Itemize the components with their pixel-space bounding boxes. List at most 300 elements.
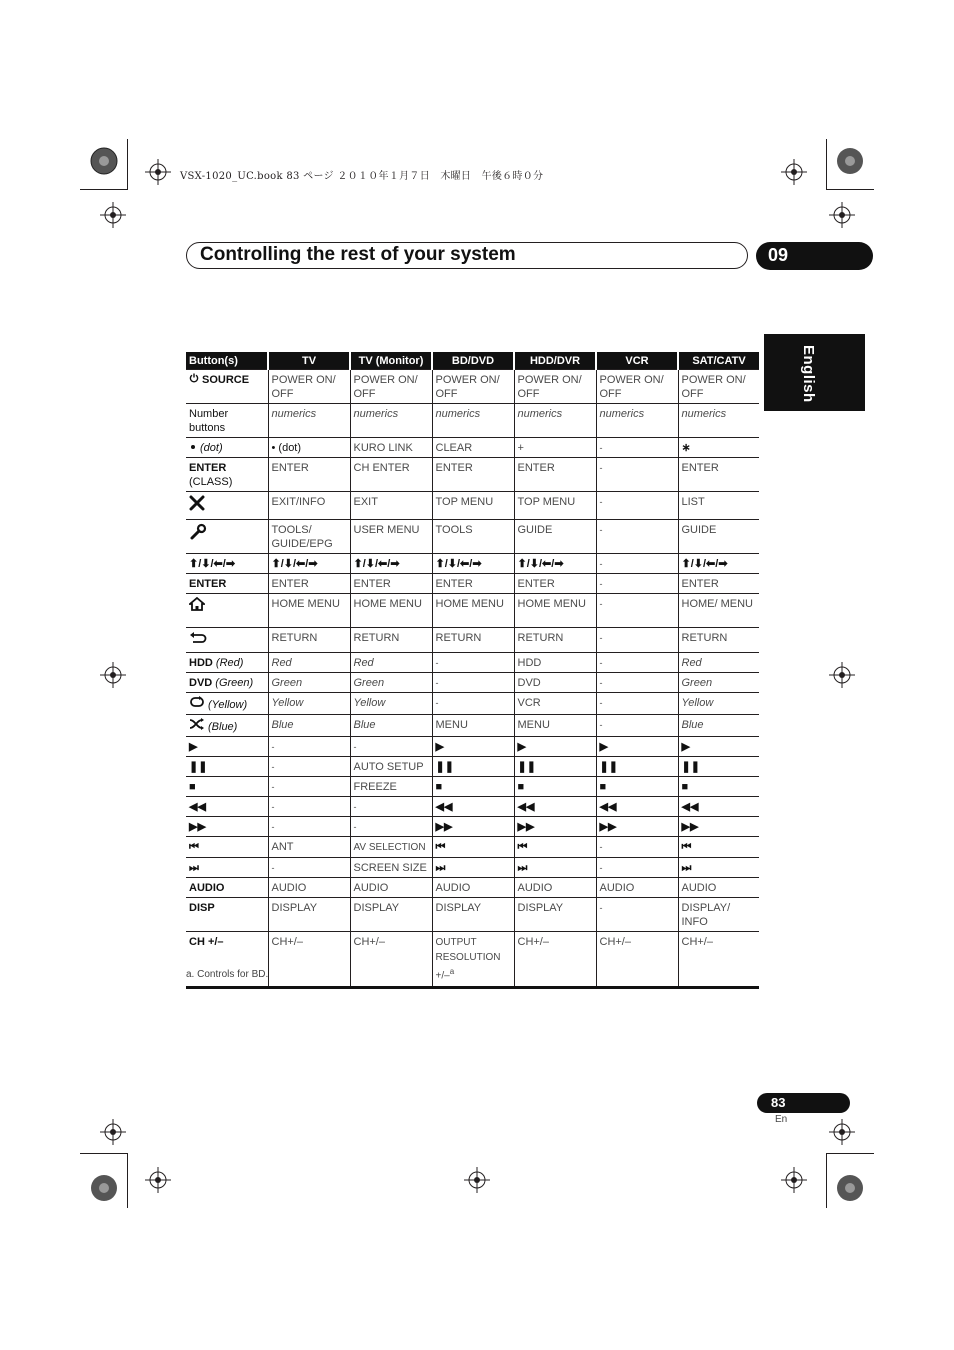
value-cell — [678, 932, 759, 988]
cell-text: ENTER — [435, 462, 473, 474]
cell-text: VCR — [517, 697, 541, 709]
value-cell — [596, 898, 678, 932]
button-name: DISP — [189, 902, 215, 914]
value-cell — [514, 628, 596, 653]
value-cell — [678, 438, 759, 458]
starburst-icon — [836, 147, 864, 175]
value-cell — [268, 574, 350, 594]
table-row — [186, 878, 759, 898]
value-cell — [514, 693, 596, 715]
cell-text: RETURN — [681, 632, 728, 644]
cell-text: ⬆/⬇/⬅/➡ — [271, 558, 318, 570]
value-cell — [596, 693, 678, 715]
shuffle-icon — [189, 721, 205, 733]
value-cell — [596, 594, 678, 628]
column-header: TV — [268, 352, 350, 370]
button-note: Number buttons — [189, 408, 229, 434]
cell-text: numerics — [517, 408, 563, 420]
value-cell — [514, 458, 596, 492]
table-row — [186, 837, 759, 858]
cell-text: Blue — [681, 719, 704, 731]
cell-text: ∗ — [681, 442, 691, 454]
cell-text: Green — [271, 677, 303, 689]
button-name: ❚❚ — [189, 761, 208, 773]
table-row — [186, 438, 759, 458]
value-cell — [514, 932, 596, 988]
value-cell — [514, 574, 596, 594]
cell-text: - — [271, 822, 275, 832]
cell-text: ■ — [435, 781, 443, 793]
value-cell — [432, 404, 514, 438]
column-header: HDD/DVR — [514, 352, 596, 370]
value-cell — [350, 492, 432, 520]
cell-text: SCREEN SIZE — [353, 862, 427, 874]
cell-text: Green — [353, 677, 385, 689]
registration-mark-icon — [100, 662, 126, 688]
table-row — [186, 715, 759, 737]
value-cell — [268, 653, 350, 673]
cell-text: AUDIO — [517, 882, 553, 894]
value-cell — [678, 898, 759, 932]
value-cell — [432, 594, 514, 628]
value-cell — [432, 932, 514, 988]
cell-text: POWER ON/ OFF — [353, 374, 418, 400]
registration-mark-icon — [100, 202, 126, 228]
button-cell — [186, 797, 268, 817]
cell-text: HOME MENU — [517, 598, 586, 610]
cell-text: USER MENU — [353, 524, 420, 536]
value-cell — [596, 492, 678, 520]
value-cell — [678, 693, 759, 715]
print-slug: VSX-1020_UC.book 83 ページ ２０１０年１月７日 木曜日 午後６時０分 — [180, 171, 544, 182]
cell-text: ENTER — [681, 578, 719, 590]
value-cell — [268, 492, 350, 520]
value-cell — [350, 628, 432, 653]
value-cell — [678, 574, 759, 594]
cell-text: ▶▶ — [681, 821, 699, 833]
value-cell — [514, 858, 596, 878]
value-cell — [350, 797, 432, 817]
value-cell — [596, 858, 678, 878]
button-name: ▶▶ — [189, 821, 206, 833]
value-cell — [268, 932, 350, 988]
value-cell — [596, 837, 678, 858]
button-name: SOURCE — [202, 374, 250, 386]
language-tab-label: English — [800, 345, 817, 403]
cell-text: ⏮ — [681, 841, 692, 853]
button-note: (dot) — [200, 442, 223, 454]
value-cell — [514, 898, 596, 932]
cell-text: DISPLAY/ INFO — [681, 902, 731, 928]
table-row — [186, 757, 759, 777]
cell-text: DISPLAY — [517, 902, 564, 914]
button-note: (Blue) — [208, 721, 238, 733]
value-cell — [514, 878, 596, 898]
button-name: ENTER — [189, 462, 227, 474]
remote-control-table — [186, 352, 759, 989]
value-cell — [432, 628, 514, 653]
button-cell — [186, 673, 268, 693]
value-cell — [350, 817, 432, 837]
cell-text: ⬆/⬇/⬅/➡ — [517, 558, 564, 570]
value-cell — [350, 404, 432, 438]
value-cell — [596, 673, 678, 693]
cell-text: Red — [681, 657, 702, 669]
table-row — [186, 574, 759, 594]
cell-text: HOME MENU — [435, 598, 504, 610]
registration-mark-icon — [781, 1167, 807, 1193]
value-cell — [268, 693, 350, 715]
value-cell — [268, 520, 350, 554]
cell-text: numerics — [271, 408, 317, 420]
button-cell — [186, 715, 268, 737]
column-header: VCR — [596, 352, 678, 370]
button-cell — [186, 458, 268, 492]
value-cell — [678, 370, 759, 404]
value-cell — [678, 492, 759, 520]
cell-text: - — [599, 658, 603, 668]
value-cell — [268, 404, 350, 438]
value-cell — [432, 777, 514, 797]
cell-text: ENTER — [517, 578, 555, 590]
button-note: (CLASS) — [189, 476, 233, 488]
starburst-icon — [836, 1174, 864, 1202]
cell-text: POWER ON/ OFF — [681, 374, 746, 400]
button-note: (Green) — [215, 677, 254, 689]
value-cell — [432, 757, 514, 777]
value-cell — [350, 898, 432, 932]
cell-text: CH+/– — [271, 936, 303, 948]
value-cell — [432, 370, 514, 404]
value-cell — [268, 554, 350, 574]
cell-text: AUDIO — [599, 882, 635, 894]
table-row — [186, 693, 759, 715]
value-cell — [514, 837, 596, 858]
cell-text: OUTPUT RESOLUTION +/– — [435, 937, 501, 982]
cell-text: - — [599, 698, 603, 708]
value-cell — [432, 858, 514, 878]
table-row — [186, 520, 759, 554]
value-cell — [514, 817, 596, 837]
registration-mark-icon — [464, 1167, 490, 1193]
cell-text: GUIDE — [517, 524, 553, 536]
cell-text: DISPLAY — [271, 902, 318, 914]
cell-text: - — [353, 802, 357, 812]
cell-text: ⏭ — [435, 862, 446, 874]
table-row — [186, 554, 759, 574]
cell-text: - — [435, 658, 439, 668]
value-cell — [350, 520, 432, 554]
button-name: ENTER — [189, 578, 227, 590]
value-cell — [350, 693, 432, 715]
cell-text: - — [599, 443, 603, 453]
value-cell — [432, 554, 514, 574]
cell-text: - — [271, 782, 275, 792]
value-cell — [596, 797, 678, 817]
value-cell — [596, 653, 678, 673]
cell-text: TOP MENU — [435, 496, 494, 508]
button-cell — [186, 520, 268, 554]
cell-text: - — [435, 698, 439, 708]
value-cell — [432, 878, 514, 898]
cell-text: - — [599, 463, 603, 473]
repeat-icon — [189, 699, 205, 711]
cell-text: POWER ON/ OFF — [599, 374, 664, 400]
dot-icon — [189, 442, 197, 454]
value-cell — [678, 737, 759, 757]
value-cell — [596, 737, 678, 757]
button-cell — [186, 574, 268, 594]
value-cell — [268, 898, 350, 932]
value-cell — [596, 757, 678, 777]
return-icon — [189, 634, 207, 646]
value-cell — [350, 574, 432, 594]
value-cell — [350, 673, 432, 693]
button-cell — [186, 554, 268, 574]
value-cell — [432, 458, 514, 492]
cell-text: EXIT/INFO — [271, 496, 326, 508]
value-cell — [514, 404, 596, 438]
table-row — [186, 628, 759, 653]
tools-wrench-icon — [189, 532, 207, 544]
value-cell — [678, 653, 759, 673]
cell-text: DVD — [517, 677, 541, 689]
cell-text: CH+/– — [353, 936, 385, 948]
cell-text: - — [599, 633, 603, 643]
registration-mark-icon — [145, 159, 171, 185]
value-cell — [350, 594, 432, 628]
page-language: En — [775, 1114, 788, 1125]
value-cell — [678, 858, 759, 878]
cell-text: AV SELECTION — [353, 842, 426, 853]
value-cell — [596, 520, 678, 554]
value-cell — [514, 370, 596, 404]
starburst-icon — [90, 1174, 118, 1202]
column-header: BD/DVD — [432, 352, 514, 370]
cell-text: numerics — [681, 408, 727, 420]
cell-text: HOME MENU — [353, 598, 422, 610]
value-cell — [514, 653, 596, 673]
cell-text: - — [271, 802, 275, 812]
cell-text: ENTER — [435, 578, 473, 590]
value-cell — [678, 520, 759, 554]
cell-text: AUDIO — [435, 882, 471, 894]
cell-text: LIST — [681, 496, 705, 508]
cell-text: ENTER — [353, 578, 391, 590]
value-cell — [432, 797, 514, 817]
cell-text: numerics — [435, 408, 481, 420]
cell-text: Red — [271, 657, 292, 669]
value-cell — [514, 594, 596, 628]
value-cell — [514, 797, 596, 817]
value-cell — [350, 370, 432, 404]
value-cell — [350, 858, 432, 878]
cell-text: - — [599, 579, 603, 589]
cell-text: ▶ — [517, 741, 526, 753]
value-cell — [268, 797, 350, 817]
cell-text: ■ — [517, 781, 525, 793]
button-cell — [186, 817, 268, 837]
cell-text: CH+/– — [517, 936, 549, 948]
exit-x-icon — [189, 502, 205, 514]
button-cell — [186, 737, 268, 757]
cell-text: - — [271, 863, 275, 873]
value-cell — [432, 737, 514, 757]
cell-text: ■ — [599, 781, 607, 793]
button-name: CH +/– — [189, 936, 224, 948]
cell-text: Yellow — [681, 697, 714, 709]
cell-text: CH+/– — [681, 936, 713, 948]
button-cell — [186, 438, 268, 458]
value-cell — [678, 673, 759, 693]
button-cell — [186, 858, 268, 878]
table-row — [186, 898, 759, 932]
value-cell — [350, 932, 432, 988]
cell-text: AUDIO — [353, 882, 389, 894]
button-cell — [186, 492, 268, 520]
chapter-number: 09 — [768, 245, 789, 265]
value-cell — [514, 777, 596, 797]
cell-text: MENU — [435, 719, 468, 731]
value-cell — [514, 554, 596, 574]
button-name: ■ — [189, 781, 196, 793]
cell-text: ⏭ — [517, 862, 528, 874]
value-cell — [432, 574, 514, 594]
value-cell — [268, 673, 350, 693]
value-cell — [678, 797, 759, 817]
registration-mark-icon — [829, 202, 855, 228]
value-cell — [268, 837, 350, 858]
cell-text: ANT — [271, 841, 294, 853]
value-cell — [678, 817, 759, 837]
value-cell — [268, 594, 350, 628]
cell-text: TOOLS — [435, 524, 473, 536]
cell-text: • (dot) — [271, 442, 302, 454]
value-cell — [350, 777, 432, 797]
cell-text: RETURN — [353, 632, 400, 644]
button-cell — [186, 878, 268, 898]
cell-text: ▶▶ — [435, 821, 453, 833]
table-row — [186, 858, 759, 878]
cell-text: ◀◀ — [681, 801, 699, 813]
chapter-title: Controlling the rest of your system — [200, 244, 516, 265]
table-row — [186, 492, 759, 520]
cell-text: AUTO SETUP — [353, 761, 424, 773]
value-cell — [678, 554, 759, 574]
table-row — [186, 817, 759, 837]
cell-text: AUDIO — [271, 882, 307, 894]
cell-text: - — [599, 720, 603, 730]
value-cell — [596, 878, 678, 898]
starburst-icon — [90, 147, 118, 175]
cell-text: ENTER — [517, 462, 555, 474]
button-name: ▶ — [189, 741, 198, 753]
table-row — [186, 777, 759, 797]
cell-text: POWER ON/ OFF — [517, 374, 582, 400]
value-cell — [432, 653, 514, 673]
value-cell — [432, 693, 514, 715]
button-cell — [186, 370, 268, 404]
cell-text: ⏮ — [435, 841, 446, 853]
cell-text: AUDIO — [681, 882, 717, 894]
cell-text: numerics — [599, 408, 645, 420]
value-cell — [432, 520, 514, 554]
value-cell — [432, 673, 514, 693]
cell-text: ❚❚ — [517, 761, 536, 773]
cell-text: - — [271, 762, 275, 772]
cell-text: ⏭ — [681, 862, 692, 874]
cell-text: - — [353, 822, 357, 832]
cell-text: - — [599, 599, 603, 609]
cell-text: - — [599, 863, 603, 873]
registration-mark-icon — [829, 662, 855, 688]
value-cell — [678, 404, 759, 438]
table-header-row — [186, 352, 759, 370]
cell-text: Green — [681, 677, 713, 689]
button-note: (Yellow) — [208, 699, 248, 711]
button-cell — [186, 628, 268, 653]
value-cell — [678, 594, 759, 628]
table-row — [186, 370, 759, 404]
cell-text: + — [517, 442, 524, 454]
cell-text: ◀◀ — [599, 801, 617, 813]
cell-text: RETURN — [271, 632, 318, 644]
cell-text: ◀◀ — [435, 801, 453, 813]
value-cell — [268, 715, 350, 737]
value-cell — [514, 492, 596, 520]
cell-text: - — [271, 742, 275, 752]
value-cell — [514, 673, 596, 693]
table-row — [186, 797, 759, 817]
value-cell — [678, 757, 759, 777]
value-cell — [350, 878, 432, 898]
cell-text: ⬆/⬇/⬅/➡ — [353, 558, 400, 570]
cell-text: ⏮ — [517, 841, 528, 853]
cell-text: numerics — [353, 408, 399, 420]
value-cell — [432, 492, 514, 520]
registration-mark-icon — [829, 1119, 855, 1145]
value-cell — [268, 628, 350, 653]
cell-text: ⬆/⬇/⬅/➡ — [681, 558, 728, 570]
button-cell — [186, 693, 268, 715]
cell-text: - — [599, 525, 603, 535]
value-cell — [432, 715, 514, 737]
column-header: TV (Monitor) — [350, 352, 432, 370]
button-cell — [186, 898, 268, 932]
value-cell — [268, 757, 350, 777]
value-cell — [432, 438, 514, 458]
cell-text: - — [599, 497, 603, 507]
cell-text: Blue — [353, 719, 376, 731]
cell-text: HDD — [517, 657, 542, 669]
value-cell — [350, 554, 432, 574]
cell-text: POWER ON/ OFF — [271, 374, 336, 400]
cell-text: ■ — [681, 781, 689, 793]
footnote-marker: a — [449, 967, 455, 976]
cell-text: - — [435, 678, 439, 688]
value-cell — [596, 404, 678, 438]
cell-text: ▶ — [681, 741, 690, 753]
value-cell — [514, 520, 596, 554]
column-header: Button(s) — [186, 352, 268, 370]
cell-text: GUIDE — [681, 524, 717, 536]
value-cell — [514, 757, 596, 777]
button-cell — [186, 777, 268, 797]
cell-text: TOOLS/ GUIDE/EPG — [271, 524, 333, 550]
table-row — [186, 458, 759, 492]
value-cell — [678, 777, 759, 797]
cell-text: DISPLAY — [435, 902, 482, 914]
